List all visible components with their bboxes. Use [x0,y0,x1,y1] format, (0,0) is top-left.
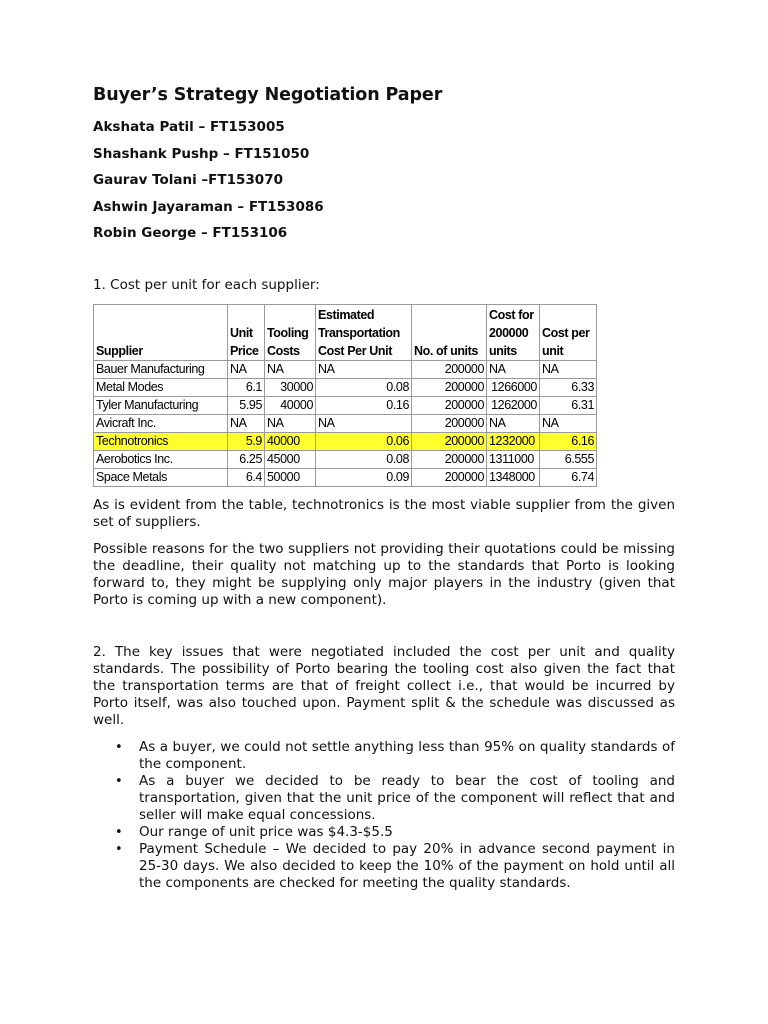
cell-units: 200000 [412,451,487,469]
bullet-icon: • [115,774,123,789]
cell-transport: 0.08 [316,451,412,469]
header-cost-per-unit: Cost per unit [540,305,597,361]
author-line: Shashank Pushp – FT151050 [93,145,310,162]
author-list [93,118,324,251]
cell-cost-per-unit: NA [540,361,597,379]
cell-total-cost: 1266000 [487,379,540,397]
cell-cost-per-unit: NA [540,415,597,433]
cell-total-cost: 1232000 [487,433,540,451]
cell-unit-price: NA [228,361,265,379]
author-line: Robin George – FT153106 [93,225,288,242]
list-item-text: As a buyer we decided to be ready to bear the cost of tooling and transportation, given that the unit price of the component will reflect that and seller will make equal concessions. [139,773,675,823]
cell-units: 200000 [412,397,487,415]
cell-transport: NA [316,361,412,379]
cell-supplier: Aerobotics Inc. [94,451,228,469]
key-issues-paragraph: 2. The key issues that were negotiated included the cost per unit and quality standards. The possibility of Porto bearing the tooling cost also given the fact that the transportation terms are that of freight collect i.e., that would be incurred by Porto itself, was also touched upon. Payment split & the schedule was discussed as well. [93,644,675,728]
list-item [93,841,675,892]
cell-units: 200000 [412,379,487,397]
cell-cost-per-unit: 6.555 [540,451,597,469]
list-item-text: Payment Schedule – We decided to pay 20% in advance second payment in 25-30 days. We also decided to keep the 10% of the payment on hold until all the components are checked for meeting the quality standards. [139,841,675,891]
cell-total-cost: NA [487,361,540,379]
cell-unit-price: 5.95 [228,397,265,415]
table-header-row [94,305,597,361]
cell-units: 200000 [412,415,487,433]
cell-unit-price: 6.25 [228,451,265,469]
cost-table [93,304,597,487]
cell-tooling: NA [265,415,316,433]
list-item [93,739,675,773]
cell-total-cost: 1311000 [487,451,540,469]
header-transport-cost: Estimated Transportation Cost Per Unit [316,305,412,361]
table-row [94,379,597,397]
cell-supplier: Technotronics [94,433,228,451]
document-title: Buyer’s Strategy Negotiation Paper [93,85,443,105]
author-line: Ashwin Jayaraman – FT153086 [93,198,324,215]
cell-transport: 0.08 [316,379,412,397]
cell-units: 200000 [412,361,487,379]
cell-tooling: 45000 [265,451,316,469]
cell-transport: 0.16 [316,397,412,415]
list-item [93,773,675,824]
cell-supplier: Space Metals [94,469,228,487]
header-unit-price: Unit Price [228,305,265,361]
strategy-bullet-list [93,739,675,892]
header-cost-for-units: Cost for 200000 units [487,305,540,361]
cell-tooling: 40000 [265,433,316,451]
cell-unit-price: 5.9 [228,433,265,451]
cell-tooling: 30000 [265,379,316,397]
cell-unit-price: 6.4 [228,469,265,487]
list-item [93,824,675,841]
cell-supplier: Avicraft Inc. [94,415,228,433]
cell-cost-per-unit: 6.31 [540,397,597,415]
table-row [94,361,597,379]
reasons-paragraph: Possible reasons for the two suppliers not providing their quotations could be missing the deadline, their quality not matching up to the standards that Porto is looking forward to, they might be supplying only major players in the industry (given that Porto is coming up with a new component). [93,541,675,608]
header-tooling-costs: Tooling Costs [265,305,316,361]
cell-tooling: NA [265,361,316,379]
cell-transport: 0.09 [316,469,412,487]
bullet-icon: • [115,825,123,840]
table-row [94,397,597,415]
table-row-highlighted [94,433,597,451]
header-no-of-units: No. of units [412,305,487,361]
cell-cost-per-unit: 6.74 [540,469,597,487]
cell-supplier: Bauer Manufacturing [94,361,228,379]
list-item-text: As a buyer, we could not settle anything less than 95% on quality standards of the component. [139,739,675,772]
table-row [94,415,597,433]
cell-units: 200000 [412,433,487,451]
cell-cost-per-unit: 6.33 [540,379,597,397]
table-row [94,469,597,487]
cell-tooling: 40000 [265,397,316,415]
author-line: Akshata Patil – FT153005 [93,119,285,135]
bullet-icon: • [115,740,123,755]
cell-transport: NA [316,415,412,433]
cell-cost-per-unit: 6.16 [540,433,597,451]
cell-supplier: Tyler Manufacturing [94,397,228,415]
cell-tooling: 50000 [265,469,316,487]
cell-total-cost: 1348000 [487,469,540,487]
cell-unit-price: 6.1 [228,379,265,397]
header-supplier: Supplier [94,305,228,361]
cell-total-cost: 1262000 [487,397,540,415]
bullet-icon: • [115,842,123,857]
list-item-text: Our range of unit price was $4.3-$5.5 [139,824,393,840]
cost-table-wrapper [93,304,597,487]
author-line: Gaurav Tolani –FT153070 [93,172,283,189]
cell-total-cost: NA [487,415,540,433]
cell-supplier: Metal Modes [94,379,228,397]
cell-transport: 0.06 [316,433,412,451]
conclusion-paragraph: As is evident from the table, technotronics is the most viable supplier from the given set of suppliers. [93,497,675,530]
cell-units: 200000 [412,469,487,487]
table-row [94,451,597,469]
section-1-label: 1. Cost per unit for each supplier: [93,277,320,293]
cell-unit-price: NA [228,415,265,433]
